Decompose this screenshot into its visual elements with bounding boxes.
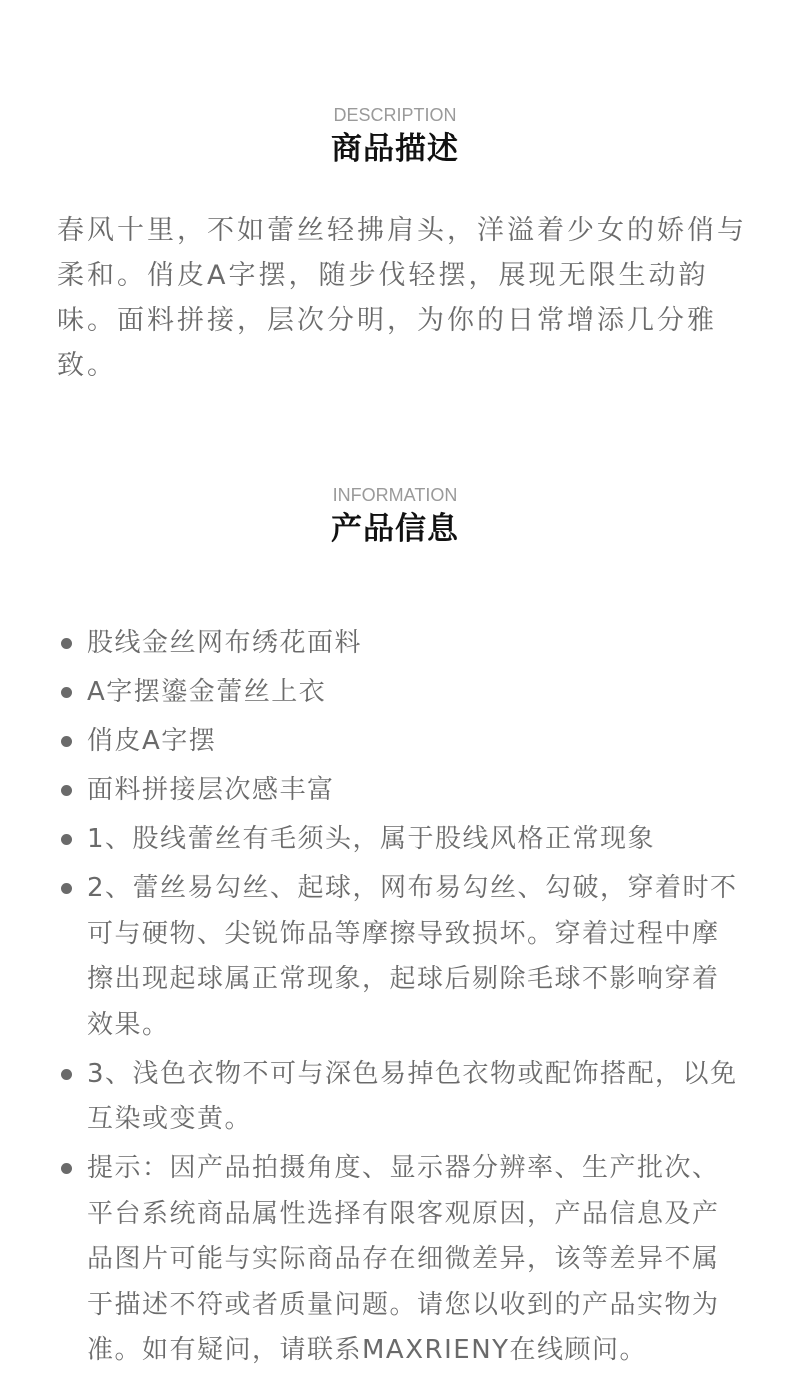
list-item: [0, 1146, 790, 1374]
bullet-dot-icon: [61, 883, 72, 894]
information-header: [0, 484, 790, 550]
list-item: [0, 621, 790, 667]
description-header: [0, 104, 790, 170]
bullet-dot-icon: [61, 1163, 72, 1174]
bullet-dot-icon: [61, 638, 72, 649]
list-item-text: 1、股线蕾丝有毛须头，属于股线风格正常现象: [87, 824, 656, 854]
list-item: [0, 768, 790, 814]
information-list: [0, 621, 790, 1377]
list-item: [0, 1052, 790, 1143]
bullet-dot-icon: [61, 834, 72, 845]
list-item-text: 面料拼接层次感丰富: [87, 775, 335, 805]
information-eyebrow: INFORMATION: [332, 485, 458, 505]
list-item-text: 2、蕾丝易勾丝、起球，网布易勾丝、勾破，穿着时不可与硬物、尖锐饰品等摩擦导致损坏。穿着过程中摩擦出现起球属正常现象，起球后剔除毛球不影响穿着效果。: [87, 873, 738, 1040]
bullet-dot-icon: [61, 687, 72, 698]
bullet-dot-icon: [61, 785, 72, 796]
information-title: 产品信息: [331, 511, 459, 547]
list-item-text: A字摆鎏金蕾丝上衣: [87, 677, 327, 707]
list-item-text: 股线金丝网布绣花面料: [87, 628, 363, 658]
bullet-dot-icon: [61, 1069, 72, 1080]
list-item-text: 俏皮A字摆: [87, 726, 217, 756]
list-item-text: 3、浅色衣物不可与深色易掉色衣物或配饰搭配，以免互染或变黄。: [87, 1058, 738, 1134]
description-body: 春风十里，不如蕾丝轻拂肩头，洋溢着少女的娇俏与柔和。俏皮A字摆，随步伐轻摆，展现无限生动韵味。面料拼接，层次分明，为你的日常增添几分雅致。: [57, 215, 747, 381]
list-item: [0, 719, 790, 765]
list-item: [0, 866, 790, 1048]
list-item: [0, 670, 790, 716]
bullet-dot-icon: [61, 736, 72, 747]
description-title: 商品描述: [331, 131, 459, 167]
list-item: [0, 817, 790, 863]
description-eyebrow: DESCRIPTION: [333, 105, 457, 125]
list-item-text: 提示：因产品拍摄角度、显示器分辨率、生产批次、平台系统商品属性选择有限客观原因，产品信息及产品图片可能与实际商品存在细微差异，该等差异不属于描述不符或者质量问题。请您以收到的产品实物为准。如有疑问，请联系MAXRIENY在线顾问。: [87, 1153, 720, 1365]
